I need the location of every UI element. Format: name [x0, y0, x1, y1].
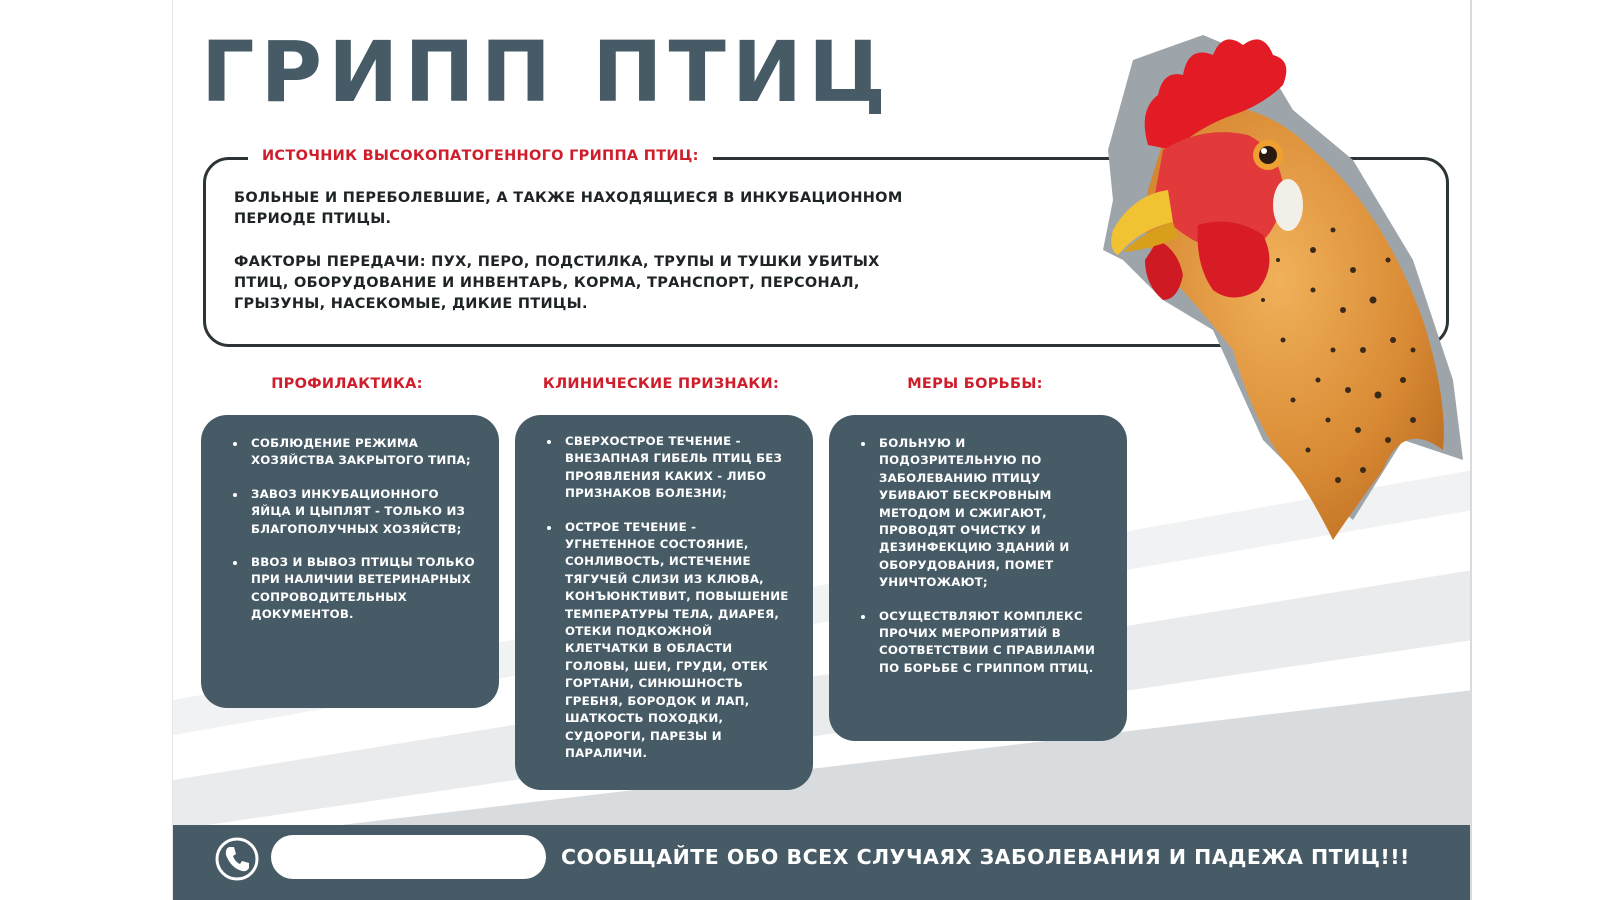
- footer-report-text: СООБЩАЙТЕ ОБО ВСЕХ СЛУЧАЯХ ЗАБОЛЕВАНИЯ И ПАДЕЖА ПТИЦ!!!: [561, 845, 1410, 869]
- source-heading: ИСТОЧНИК ВЫСОКОПАТОГЕННОГО ГРИППА ПТИЦ:: [248, 148, 713, 164]
- source-sick-birds-text: БОЛЬНЫЕ И ПЕРЕБОЛЕВШИЕ, А ТАКЖЕ НАХОДЯЩИЕСЯ В ИНКУБАЦИОННОМ ПЕРИОДЕ ПТИЦЫ.: [234, 190, 903, 227]
- list-item: ВВОЗ И ВЫВОЗ ПТИЦЫ ТОЛЬКО ПРИ НАЛИЧИИ ВЕТЕРИНАРНЫХ СОПРОВОДИТЕЛЬНЫХ ДОКУМЕНТОВ.: [231, 554, 477, 624]
- transmission-factors-text: ФАКТОРЫ ПЕРЕДАЧИ: ПУХ, ПЕРО, ПОДСТИЛКА, ТРУПЫ И ТУШКИ УБИТЫХ ПТИЦ, ОБОРУДОВАНИЕ И ИНВЕНТАРЬ, КОРМА, ТРАНСПОРТ, ПЕРСОНАЛ, ГРЫЗУНЫ, НАСЕКОМЫЕ, ДИКИЕ ПТИЦЫ.: [234, 254, 880, 312]
- list-item: ОСТРОЕ ТЕЧЕНИЕ - УГНЕТЕННОЕ СОСТОЯНИЕ, СОНЛИВОСТЬ, ИСТЕЧЕНИЕ ТЯГУЧЕЙ СЛИЗИ ИЗ КЛЮВА, КОНЪЮНКТИВИТ, ПОВЫШЕНИЕ ТЕМПЕРАТУРЫ ТЕЛА, ДИАРЕЯ, ОТЕКИ ПОДКОЖНОЙ КЛЕТЧАТКИ В ОБЛАСТИ ГОЛОВЫ, ШЕИ, ГРУДИ, ОТЕК ГОРТАНИ, СИНЮШНОСТЬ ГРЕБНЯ, БОРОДОК И ЛАП, ШАТКОСТЬ ПОХОДКИ, СУДОРОГИ, ПАРЕЗЫ И ПАРАЛИЧИ.: [545, 519, 791, 763]
- prevention-card: [201, 415, 499, 708]
- clinical-signs-heading: КЛИНИЧЕСКИЕ ПРИЗНАКИ:: [542, 376, 780, 392]
- phone-number-field[interactable]: [271, 835, 546, 879]
- poster: [172, 0, 1472, 900]
- page-title: ГРИПП ПТИЦ: [201, 23, 893, 121]
- phone-icon: [213, 835, 261, 883]
- control-measures-card: [829, 415, 1127, 741]
- control-measures-heading: МЕРЫ БОРЬБЫ:: [907, 376, 1043, 392]
- list-item: СОБЛЮДЕНИЕ РЕЖИМА ХОЗЯЙСТВА ЗАКРЫТОГО ТИПА;: [231, 435, 477, 470]
- clinical-signs-card: [515, 415, 813, 790]
- prevention-heading: ПРОФИЛАКТИКА:: [271, 376, 423, 392]
- list-item: ЗАВОЗ ИНКУБАЦИОННОГО ЯЙЦА И ЦЫПЛЯТ - ТОЛЬКО ИЗ БЛАГОПОЛУЧНЫХ ХОЗЯЙСТВ;: [231, 486, 477, 538]
- list-item: ОСУЩЕСТВЛЯЮТ КОМПЛЕКС ПРОЧИХ МЕРОПРИЯТИЙ В СООТВЕТСТВИИ С ПРАВИЛАМИ ПО БОРЬБЕ С ГРИППОМ ПТИЦ.: [859, 608, 1105, 678]
- list-item: СВЕРХОСТРОЕ ТЕЧЕНИЕ - ВНЕЗАПНАЯ ГИБЕЛЬ ПТИЦ БЕЗ ПРОЯВЛЕНИЯ КАКИХ - ЛИБО ПРИЗНАКОВ БОЛЕЗНИ;: [545, 433, 791, 503]
- footer-bar: [173, 825, 1472, 900]
- list-item: БОЛЬНУЮ И ПОДОЗРИТЕЛЬНУЮ ПО ЗАБОЛЕВАНИЮ ПТИЦУ УБИВАЮТ БЕСКРОВНЫМ МЕТОДОМ И СЖИГАЮТ, ПРОВОДЯТ ОЧИСТКУ И ДЕЗИНФЕКЦИЮ ЗДАНИЙ И ОБОРУДОВАНИЯ, ПОМЕТ УНИЧТОЖАЮТ;: [859, 435, 1105, 592]
